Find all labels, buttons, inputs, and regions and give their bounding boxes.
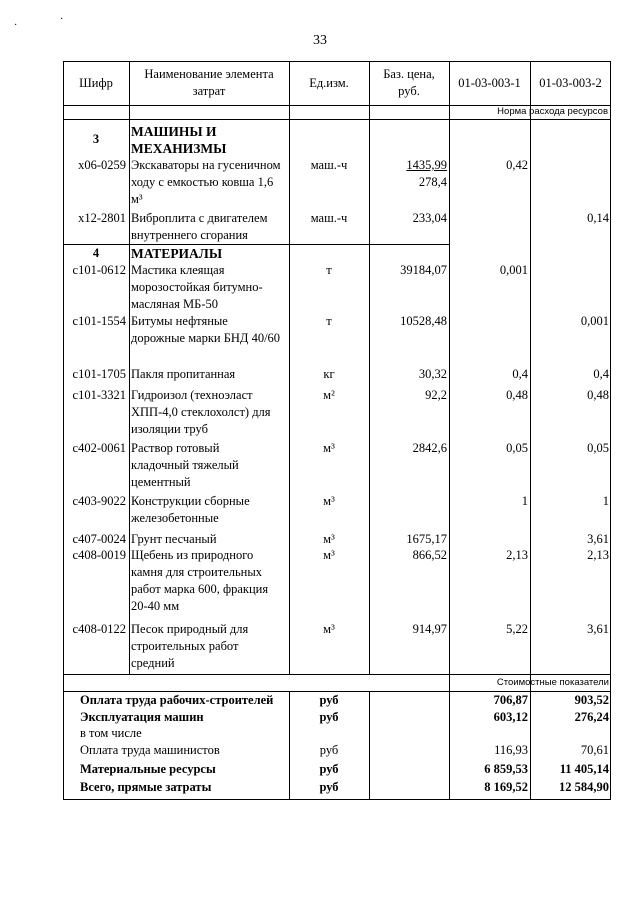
total-label: Оплата труда рабочих-строителей xyxy=(80,693,274,707)
row-unit: т xyxy=(326,314,332,328)
row-value-1: 2,13 xyxy=(506,548,528,562)
total-label: Всего, прямые затраты xyxy=(80,780,212,794)
row-unit: т xyxy=(326,263,332,277)
row-price: 10528,48 xyxy=(400,314,447,328)
row-price: 233,04 xyxy=(412,211,447,225)
total-value-2: 903,52 xyxy=(574,693,609,707)
row-name: внутреннего сгорания xyxy=(131,228,248,242)
row-code: c101-1554 xyxy=(72,314,126,328)
total-unit: руб xyxy=(319,693,339,707)
row-value-1: 0,42 xyxy=(506,158,528,172)
row-unit: м³ xyxy=(323,532,335,546)
row-name: м³ xyxy=(131,192,143,206)
row-name: Виброплита с двигателем xyxy=(131,211,268,225)
row-name: ходу с емкостью ковша 1,6 xyxy=(131,175,274,189)
header-col2: 01-03-003-2 xyxy=(539,76,602,90)
header-name: Наименование элемента затрат xyxy=(144,67,274,98)
row-unit: м³ xyxy=(323,494,335,508)
row-code: c408-0122 xyxy=(72,622,126,636)
row-name: 20-40 мм xyxy=(131,599,180,613)
total-unit: руб xyxy=(319,710,339,724)
row-name: Пакля пропитанная xyxy=(131,367,236,381)
row-value-2: 0,05 xyxy=(587,441,609,455)
row-divider xyxy=(63,119,611,120)
row-code: c408-0019 xyxy=(72,548,126,562)
row-name: Гидроизол (техноэласт xyxy=(131,388,253,402)
row-name: Экскаваторы на гусеничном xyxy=(131,158,281,172)
row-name: Мастика клеящая xyxy=(131,263,225,277)
total-value-2: 70,61 xyxy=(580,743,609,757)
total-value-2: 12 584,90 xyxy=(559,780,609,794)
row-unit: м³ xyxy=(323,548,335,562)
total-value-2: 11 405,14 xyxy=(559,762,609,776)
row-code: x06-0259 xyxy=(78,158,126,172)
row-value-1: 0,4 xyxy=(512,367,528,381)
total-unit: руб xyxy=(319,743,339,757)
row-price: 2842,6 xyxy=(412,441,447,455)
row-value-2: 0,48 xyxy=(587,388,609,402)
header-col1: 01-03-003-1 xyxy=(458,76,521,90)
page-number: 33 xyxy=(313,33,327,48)
row-name: кладочный тяжелый xyxy=(131,458,239,472)
row-code: c407-0024 xyxy=(72,532,126,546)
section-number: 4 xyxy=(92,246,100,260)
total-label: Материальные ресурсы xyxy=(80,762,216,776)
row-name: работ марка 600, фракция xyxy=(131,582,269,596)
header-price: Баз. цена, руб. xyxy=(383,67,435,98)
row-unit: маш.-ч xyxy=(310,158,348,172)
row-name: Щебень из природного xyxy=(131,548,254,562)
section-number: 3 xyxy=(92,132,100,146)
row-code: c101-0612 xyxy=(72,263,126,277)
row-price: 1435,99 xyxy=(406,158,447,172)
total-value-1: 603,12 xyxy=(493,710,528,724)
row-price: 30,32 xyxy=(418,367,447,381)
section-title: МЕХАНИЗМЫ xyxy=(131,141,227,156)
total-label: Оплата труда машинистов xyxy=(80,743,220,757)
total-label: в том числе xyxy=(80,726,142,740)
row-value-2: 0,001 xyxy=(580,314,609,328)
row-value-2: 2,13 xyxy=(587,548,609,562)
row-name: масляная МБ-50 xyxy=(131,297,218,311)
row-code: c402-0061 xyxy=(72,441,126,455)
row-price: 914,97 xyxy=(412,622,447,636)
section-title: МАШИНЫ И xyxy=(131,124,217,139)
row-unit: маш.-ч xyxy=(310,211,348,225)
row-value-1: 5,22 xyxy=(506,622,528,636)
row-price: 92,2 xyxy=(425,388,447,402)
row-name: железобетонные xyxy=(131,511,219,525)
row-price: 1675,17 xyxy=(406,532,447,546)
row-unit: м² xyxy=(323,388,335,402)
row-price: 866,52 xyxy=(412,548,447,562)
row-unit: м³ xyxy=(323,441,335,455)
row-value-1: 0,48 xyxy=(506,388,528,402)
row-name: Раствор готовый xyxy=(131,441,220,455)
row-name: строительных работ xyxy=(131,639,239,653)
row-name: цементный xyxy=(131,475,191,489)
row-value-2: 1 xyxy=(602,494,609,508)
total-value-1: 116,93 xyxy=(494,743,528,757)
row-unit: м³ xyxy=(323,622,335,636)
row-code: c403-9022 xyxy=(72,494,126,508)
row-value-2: 0,14 xyxy=(587,211,609,225)
row-name: Песок природный для xyxy=(131,622,249,636)
total-value-1: 6 859,53 xyxy=(484,762,528,776)
row-price-labor: 278,4 xyxy=(418,175,447,189)
row-code: c101-3321 xyxy=(72,388,126,402)
row-name: Битумы нефтяные xyxy=(131,314,228,328)
row-name: морозостойкая битумно- xyxy=(131,280,263,294)
row-value-2: 0,4 xyxy=(593,367,609,381)
row-name: Грунт песчаный xyxy=(131,532,217,546)
row-value-2: 3,61 xyxy=(587,622,609,636)
row-name: ХПП-4,0 стеклохолст) для xyxy=(131,405,271,419)
total-label: Эксплуатация машин xyxy=(80,710,204,724)
col-divider xyxy=(369,691,370,800)
row-unit: кг xyxy=(323,367,335,381)
norm-label: Норма расхода ресурсов xyxy=(497,106,608,117)
row-name: Конструкции сборные xyxy=(131,494,250,508)
scan-mark: · xyxy=(60,14,64,25)
header-unit: Ед.изм. xyxy=(309,76,349,90)
row-code: c101-1705 xyxy=(72,367,126,381)
total-unit: руб xyxy=(319,780,339,794)
row-code: x12-2801 xyxy=(78,211,126,225)
total-value-2: 276,24 xyxy=(574,710,609,724)
cost-label: Стоимостные показатели xyxy=(496,677,609,688)
section-title: МАТЕРИАЛЫ xyxy=(131,246,223,261)
row-value-2: 3,61 xyxy=(587,532,609,546)
row-price: 39184,07 xyxy=(400,263,447,277)
row-name: камня для строительных xyxy=(131,565,263,579)
row-value-1: 1 xyxy=(521,494,528,508)
header-code: Шифр xyxy=(79,76,113,90)
total-value-1: 8 169,52 xyxy=(484,780,528,794)
row-name: средний xyxy=(131,656,175,670)
total-unit: руб xyxy=(319,762,339,776)
row-name: изоляции труб xyxy=(131,422,208,436)
total-value-1: 706,87 xyxy=(493,693,528,707)
scan-mark: · xyxy=(14,20,18,31)
row-value-1: 0,001 xyxy=(499,263,528,277)
row-name: дорожные марки БНД 40/60 xyxy=(131,331,281,345)
col-divider xyxy=(129,61,130,674)
row-value-1: 0,05 xyxy=(506,441,528,455)
